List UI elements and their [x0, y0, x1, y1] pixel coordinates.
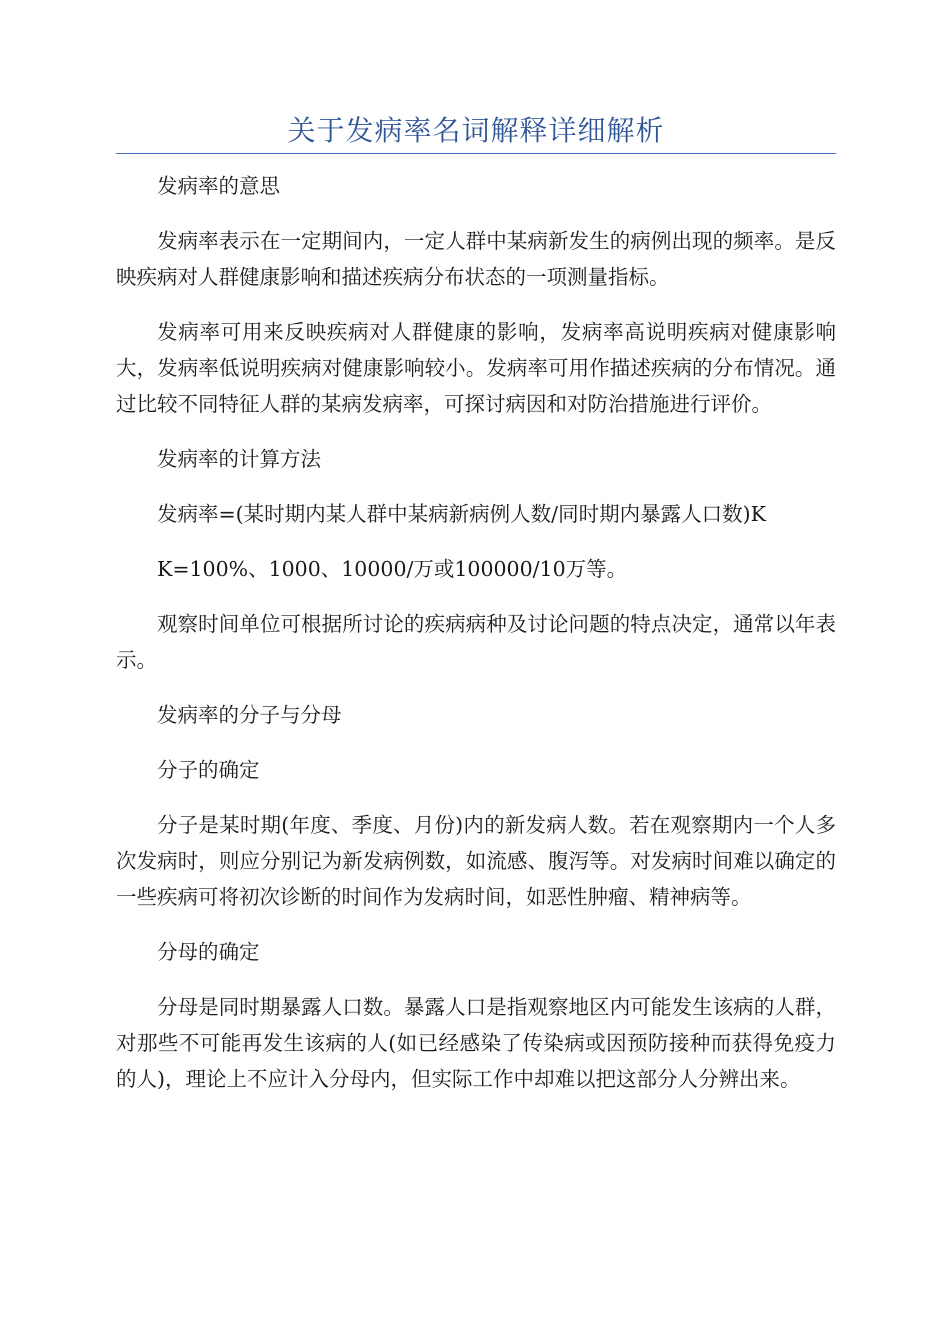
paragraph-time-unit: 观察时间单位可根据所讨论的疾病病种及讨论问题的特点决定，通常以年表示。 [116, 612, 836, 672]
paragraph-numerator: 分子是某时期(年度、季度、月份)内的新发病人数。若在观察期内一个人多次发病时，则应分别记为新发病例数，如流感、腹泻等。对发病时间难以确定的一些疾病可将初次诊断的时间作为发病时间，如恶性肿瘤、精神病等。 [116, 813, 836, 909]
section-heading-calculation: 发病率的计算方法 [157, 447, 321, 471]
document-page [116, 0, 836, 1116]
formula-line: 发病率=(某时期内某人群中某病新病例人数/同时期内暴露人口数)K [157, 502, 766, 526]
section-heading-numerator-denominator: 发病率的分子与分母 [157, 703, 342, 727]
subheading-denominator: 分母的确定 [157, 940, 260, 964]
document-title: 关于发病率名词解释详细解析 [287, 114, 665, 147]
subheading-numerator: 分子的确定 [157, 758, 260, 782]
paragraph-denominator: 分母是同时期暴露人口数。暴露人口是指观察地区内可能发生该病的人群，对那些不可能再发生该病的人(如已经感染了传染病或因预防接种而获得免疫力的人)，理论上不应计入分母内，但实际工作中却难以把这部分人分辨出来。 [116, 995, 836, 1091]
paragraph-usage: 发病率可用来反映疾病对人群健康的影响，发病率高说明疾病对健康影响大，发病率低说明疾病对健康影响较小。发病率可用作描述疾病的分布情况。通过比较不同特征人群的某病发病率，可探讨病因和对防治措施进行评价。 [116, 320, 836, 416]
title-underline [116, 153, 836, 154]
formula-k-values: K=100%、1000、10000/万或100000/10万等。 [157, 557, 628, 581]
paragraph-definition: 发病率表示在一定期间内，一定人群中某病新发生的病例出现的频率。是反映疾病对人群健康影响和描述疾病分布状态的一项测量指标。 [116, 229, 836, 289]
document-body [116, 168, 836, 1097]
section-heading-meaning: 发病率的意思 [157, 174, 280, 198]
